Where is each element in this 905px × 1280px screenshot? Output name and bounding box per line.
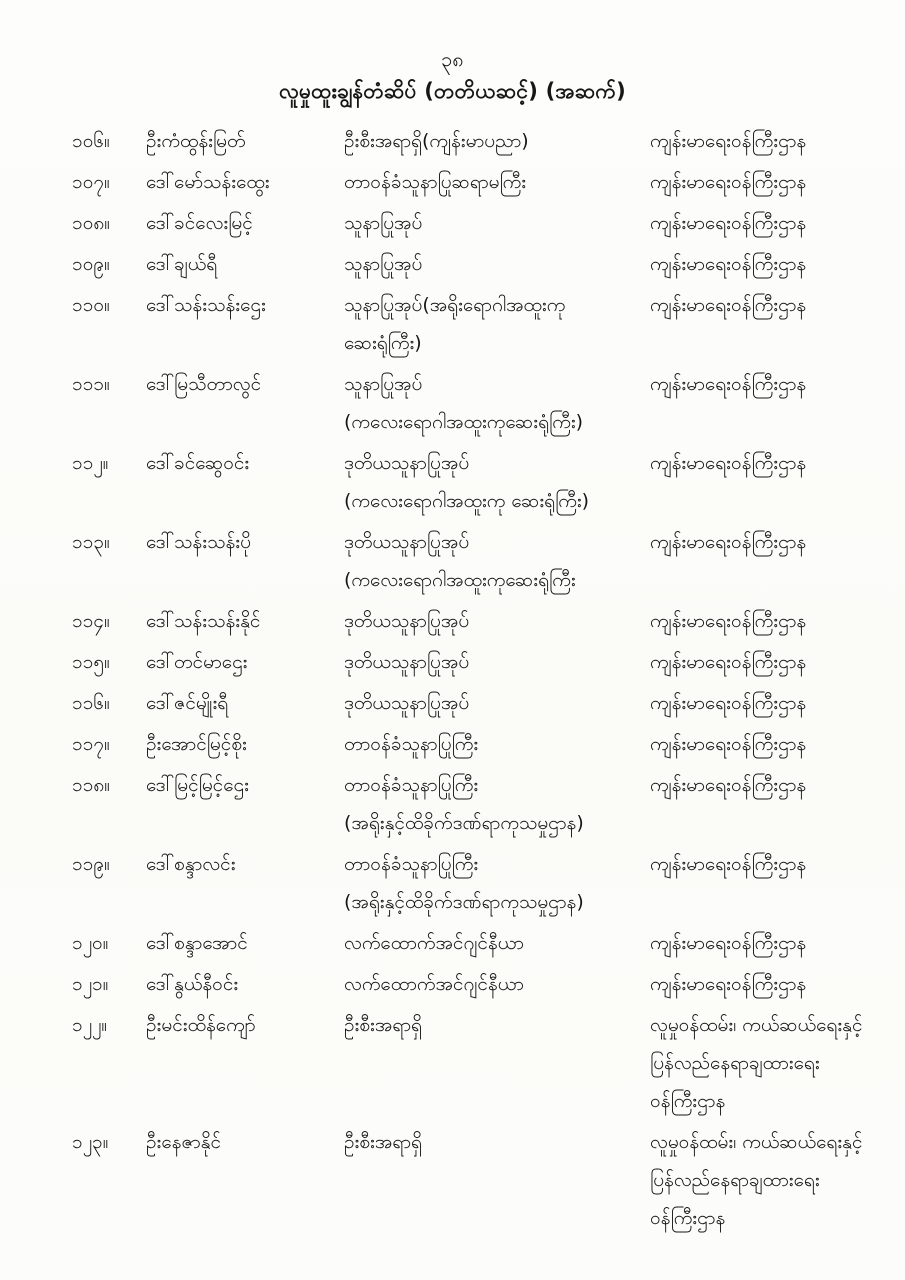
table-row	[72, 523, 867, 599]
table-row	[72, 245, 867, 283]
recipient-name: ဦးအောင်မြင့်စိုး	[146, 733, 247, 755]
row-number: ၁၀၇။	[72, 171, 110, 193]
recipient-position	[344, 924, 650, 962]
row-number: ၁၁၀။	[72, 294, 110, 316]
page-title: လူမှုထူးချွန်တံဆိပ် (တတိယဆင့်) (အဆက်)	[279, 79, 626, 103]
position-line: တာဝန်ခံသူနာပြုကြီး	[344, 853, 479, 875]
table-row	[72, 845, 867, 921]
row-number: ၁၁၈။	[72, 774, 110, 796]
row-number: ၁၁၆။	[72, 692, 110, 714]
recipient-name: ဒေါ်မြင့်မြင့်ဌေး	[146, 774, 249, 796]
position-line: ဒုတိယသူနာပြုအုပ်	[344, 452, 470, 474]
recipient-ministry	[650, 845, 867, 883]
row-number: ၁၁၇။	[72, 733, 110, 755]
position-line: တာဝန်ခံသူနာပြုဆရာမကြီး	[344, 171, 527, 193]
recipient-ministry	[650, 365, 867, 403]
recipient-name: ဒေါ်ဇင်မျိုးရီ	[146, 692, 229, 714]
recipient-ministry	[650, 1123, 867, 1237]
row-number: ၁၂၁။	[72, 973, 109, 995]
page-number: ၃၈	[441, 47, 464, 71]
ministry-line: လူမှုဝန်ထမ်း၊ ကယ်ဆယ်ရေးနှင့်	[650, 1131, 863, 1153]
recipient-ministry	[650, 725, 867, 763]
ministry-line: ကျန်းမာရေးဝန်ကြီးဌာန	[650, 253, 807, 275]
position-line: ဦးစီးအရာရှိ	[344, 1131, 422, 1153]
ministry-line: ကျန်းမာရေးဝန်ကြီးဌာန	[650, 452, 807, 474]
recipient-ministry	[650, 163, 867, 201]
recipient-ministry	[650, 444, 867, 482]
row-number: ၁၁၄။	[72, 610, 110, 632]
ministry-line: ကျန်းမာရေးဝန်ကြီးဌာန	[650, 531, 807, 553]
table-row	[72, 286, 867, 362]
recipient-position	[344, 365, 650, 441]
position-line: ဒုတိယသူနာပြုအုပ်	[344, 610, 470, 632]
table-row	[72, 163, 867, 201]
recipient-position	[344, 163, 650, 201]
position-line: (ကလေးရောဂါအထူးကု ဆေးရုံကြီး)	[344, 490, 590, 512]
position-line: လက်ထောက်အင်ဂျင်နီယာ	[344, 973, 524, 995]
row-number: ၁၂၀။	[72, 932, 109, 954]
recipient-name: ဒေါ်သန်းသန်းပို	[146, 531, 251, 553]
table-row	[72, 684, 867, 722]
recipient-ministry	[650, 924, 867, 962]
recipient-name: ဒေါ်ခင်လေးမြင့်	[146, 212, 253, 234]
table-row	[72, 725, 867, 763]
ministry-line: ကျန်းမာရေးဝန်ကြီးဌာန	[650, 651, 807, 673]
position-line: ဒုတိယသူနာပြုအုပ်	[344, 692, 470, 714]
ministry-line: ကျန်းမာရေးဝန်ကြီးဌာန	[650, 733, 807, 755]
recipient-position	[344, 602, 650, 640]
position-line: ဦးစီးအရာရှိ	[344, 1014, 422, 1036]
recipient-name: ဒေါ်စန္ဒာအောင်	[146, 932, 248, 954]
row-number: ၁၁၁။	[72, 373, 110, 395]
recipient-name: ဒေါ်မော်သန်းထွေး	[146, 171, 270, 193]
table-row	[72, 766, 867, 842]
position-line: တာဝန်ခံသူနာပြုကြီး	[344, 733, 479, 755]
ministry-line: ပြန်လည်နေရာချထားရေး	[650, 1052, 820, 1074]
ministry-line: ကျန်းမာရေးဝန်ကြီးဌာန	[650, 171, 807, 193]
recipient-position	[344, 725, 650, 763]
row-number: ၁၁၅။	[72, 651, 110, 673]
ministry-line: ကျန်းမာရေးဝန်ကြီးဌာန	[650, 130, 807, 152]
recipient-name: ဒေါ်သန်းသန်းနိုင်	[146, 610, 261, 632]
recipient-position	[344, 1006, 650, 1044]
recipient-name: ဒေါ်မြသီတာလွင်	[146, 373, 262, 395]
recipient-position	[344, 643, 650, 681]
table-row	[72, 643, 867, 681]
table-row	[72, 365, 867, 441]
row-number: ၁၁၂။	[72, 452, 109, 474]
recipient-position	[344, 1123, 650, 1161]
recipient-ministry	[650, 602, 867, 640]
recipient-ministry	[650, 286, 867, 324]
position-line: ဆေးရုံကြီး)	[344, 332, 422, 354]
recipient-position	[344, 684, 650, 722]
ministry-line: ကျန်းမာရေးဝန်ကြီးဌာန	[650, 932, 807, 954]
recipient-name: ဒေါ်ခင်ဆွေဝင်း	[146, 452, 250, 474]
position-line: လက်ထောက်အင်ဂျင်နီယာ	[344, 932, 524, 954]
table-row	[72, 122, 867, 160]
table-row	[72, 965, 867, 1003]
recipient-position	[344, 122, 650, 160]
ministry-line: ကျန်းမာရေးဝန်ကြီးဌာန	[650, 294, 807, 316]
recipient-name: ဒေါ်ချယ်ရီ	[146, 253, 218, 275]
recipient-name: ဒေါ်တင်မာဌေး	[146, 651, 248, 673]
ministry-line: ကျန်းမာရေးဝန်ကြီးဌာန	[650, 373, 807, 395]
row-number: ၁၁၃။	[72, 531, 110, 553]
row-number: ၁၀၈။	[72, 212, 110, 234]
table-row	[72, 1006, 867, 1120]
recipient-ministry	[650, 766, 867, 804]
position-line: သူနာပြုအုပ်	[344, 212, 423, 234]
row-number: ၁၁၉။	[72, 853, 110, 875]
ministry-line: ကျန်းမာရေးဝန်ကြီးဌာန	[650, 774, 807, 796]
recipient-position	[344, 965, 650, 1003]
position-line: (ကလေးရောဂါအထူးကုဆေးရုံကြီး)	[344, 411, 584, 433]
position-line: သူနာပြုအုပ်	[344, 373, 423, 395]
table-row	[72, 1123, 867, 1237]
recipient-ministry	[650, 1006, 867, 1120]
position-line: (ကလေးရောဂါအထူးကုဆေးရုံကြီး	[344, 569, 576, 591]
position-line: ဦးစီးအရာရှိ(ကျန်းမာပညာ)	[344, 130, 529, 152]
ministry-line: ဝန်ကြီးဌာန	[650, 1090, 726, 1112]
row-number: ၁၂၃။	[72, 1131, 109, 1153]
recipient-ministry	[650, 523, 867, 561]
recipient-position	[344, 286, 650, 362]
recipient-ministry	[650, 122, 867, 160]
position-line: တာဝန်ခံသူနာပြုကြီး	[344, 774, 479, 796]
row-number: ၁၂၂။	[72, 1014, 108, 1036]
ministry-line: ကျန်းမာရေးဝန်ကြီးဌာန	[650, 973, 807, 995]
ministry-line: ကျန်းမာရေးဝန်ကြီးဌာန	[650, 212, 807, 234]
ministry-line: ဝန်ကြီးဌာန	[650, 1207, 726, 1229]
table-row	[72, 602, 867, 640]
recipient-position	[344, 845, 650, 921]
recipient-position	[344, 204, 650, 242]
table-row	[72, 444, 867, 520]
table-row	[72, 204, 867, 242]
position-line: သူနာပြုအုပ်(အရိုးရောဂါအထူးကု	[344, 294, 566, 316]
table-row	[72, 924, 867, 962]
position-line: (အရိုးနှင့်ထိခိုက်ဒဏ်ရာကုသမှုဌာန)	[344, 891, 584, 913]
ministry-line: လူမှုဝန်ထမ်း၊ ကယ်ဆယ်ရေးနှင့်	[650, 1014, 863, 1036]
recipient-ministry	[650, 643, 867, 681]
recipient-ministry	[650, 245, 867, 283]
recipient-position	[344, 444, 650, 520]
award-recipient-list	[72, 122, 867, 1237]
ministry-line: ပြန်လည်နေရာချထားရေး	[650, 1169, 820, 1191]
row-number: ၁၀၆။	[72, 130, 110, 152]
ministry-line: ကျန်းမာရေးဝန်ကြီးဌာန	[650, 610, 807, 632]
recipient-ministry	[650, 204, 867, 242]
ministry-line: ကျန်းမာရေးဝန်ကြီးဌာန	[650, 692, 807, 714]
recipient-position	[344, 523, 650, 599]
position-line: ဒုတိယသူနာပြုအုပ်	[344, 531, 470, 553]
recipient-name: ဒေါ်သန်းသန်းဌေး	[146, 294, 266, 316]
recipient-ministry	[650, 684, 867, 722]
recipient-name: ဦးမင်းထိန်ကျော်	[146, 1014, 256, 1036]
position-line: (အရိုးနှင့်ထိခိုက်ဒဏ်ရာကုသမှုဌာန)	[344, 812, 584, 834]
recipient-name: ဒေါ်နွယ်နီဝင်း	[146, 973, 239, 995]
position-line: ဒုတိယသူနာပြုအုပ်	[344, 651, 470, 673]
recipient-name: ဒေါ်စန္ဒာလင်း	[146, 853, 236, 875]
recipient-name: ဦးနေဇာနိုင်	[146, 1131, 221, 1153]
position-line: သူနာပြုအုပ်	[344, 253, 423, 275]
recipient-position	[344, 766, 650, 842]
ministry-line: ကျန်းမာရေးဝန်ကြီးဌာန	[650, 853, 807, 875]
recipient-ministry	[650, 965, 867, 1003]
row-number: ၁၀၉။	[72, 253, 110, 275]
recipient-name: ဦးကံထွန်းမြတ်	[146, 130, 246, 152]
recipient-position	[344, 245, 650, 283]
